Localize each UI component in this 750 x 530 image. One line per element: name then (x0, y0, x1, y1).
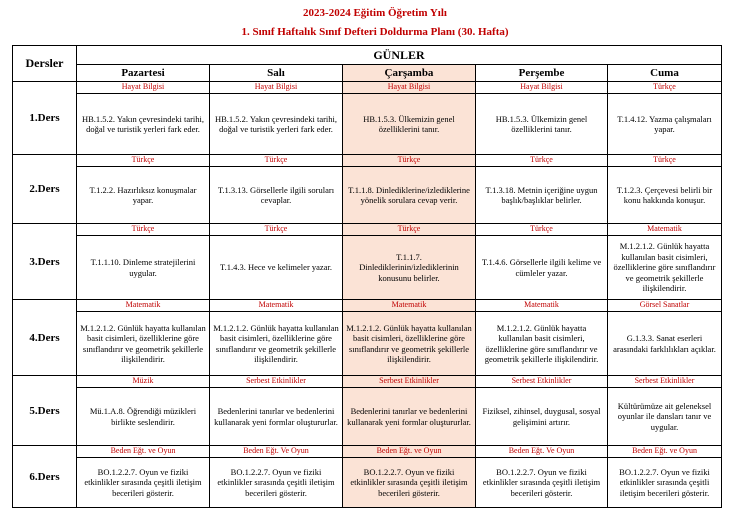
subject-label: Türkçe (608, 82, 721, 94)
lesson-row (13, 376, 722, 446)
subject-label: Türkçe (476, 155, 607, 167)
lesson-row (13, 446, 722, 508)
gunler-header: GÜNLER (77, 46, 722, 65)
outcome-text: BO.1.2.2.7. Oyun ve fiziki etkinlikler sırasında çeşitli iletişim becerileri gösterir. (619, 466, 710, 498)
plan-cell (77, 224, 210, 300)
plan-cell (210, 376, 343, 446)
plan-cell (343, 300, 476, 376)
subject-label: Beden Eğt. ve Oyun (343, 446, 475, 458)
plan-cell (476, 224, 608, 300)
plan-cell (343, 155, 476, 224)
lesson-label: 3.Ders (13, 224, 77, 300)
lesson-row (13, 82, 722, 155)
plan-cell (476, 300, 608, 376)
outcome-text: M.1.2.1.2. Günlük hayatta kullanılan basit cisimleri, özelliklerine göre sınıflandırır ve geometrik şekillerle ilişkilendirir. (613, 241, 716, 294)
outcome-text: T.1.3.18. Metnin içeriğine uygun başlık/başlıklar belirler. (485, 184, 598, 205)
subject-label: Hayat Bilgisi (77, 82, 209, 94)
lesson-label: 2.Ders (13, 155, 77, 224)
plan-cell (608, 446, 722, 508)
plan-cell (210, 224, 343, 300)
outcome-text: Fiziksel, zihinsel, duygusal, sosyal gelişimini artırır. (482, 406, 601, 427)
subject-label: Türkçe (77, 224, 209, 236)
outcome-text: HB.1.5.3. Ülkemizin genel özelliklerini tanır. (495, 113, 588, 134)
day-header-persembe: Perşembe (476, 65, 608, 82)
subject-label: Müzik (77, 376, 209, 388)
outcome-text: Bedenlerini tanırlar ve bedenlerini kullanarak yeni formlar oluştururlar. (347, 406, 471, 427)
outcome-text: T.1.3.13. Görsellerle ilgili soruları cevaplar. (217, 184, 335, 205)
outcome-text: BO.1.2.2.7. Oyun ve fiziki etkinlikler sırasında çeşitli iletişim becerileri gösterir. (84, 466, 202, 498)
plan-cell (77, 155, 210, 224)
subject-label: Türkçe (77, 155, 209, 167)
subject-label: Beden Eğt. Ve Oyun (210, 446, 342, 458)
plan-cell (343, 224, 476, 300)
outcome-text: T.1.1.8. Dinlediklerine/izlediklerine yönelik sorulara cevap verir. (348, 184, 470, 205)
outcome-text: T.1.1.7. Dinlediklerinin/izlediklerinin konusunu belirler. (359, 251, 459, 283)
subject-label: Serbest Etkinlikler (210, 376, 342, 388)
subject-label: Beden Eğt. ve Oyun (77, 446, 209, 458)
subject-label: Görsel Sanatlar (608, 300, 721, 312)
subject-label: Türkçe (343, 224, 475, 236)
plan-cell (608, 300, 722, 376)
subject-label: Beden Eğt. ve Oyun (608, 446, 721, 458)
plan-cell (608, 224, 722, 300)
outcome-text: T.1.2.2. Hazırlıksız konuşmalar yapar. (89, 184, 197, 205)
subject-label: Türkçe (210, 155, 342, 167)
outcome-text: T.1.1.10. Dinleme stratejilerini uygular. (90, 257, 196, 278)
outcome-text: T.1.2.3. Çerçevesi belirli bir konu hakkında konuşur. (616, 184, 713, 205)
plan-cell (608, 376, 722, 446)
outcome-text: T.1.4.6. Görsellerle ilgili kelime ve cümleler yazar. (481, 257, 602, 278)
subject-label: Hayat Bilgisi (476, 82, 607, 94)
subject-label: Hayat Bilgisi (210, 82, 342, 94)
lesson-label: 1.Ders (13, 82, 77, 155)
subject-label: Matematik (608, 224, 721, 236)
document-title: 2023-2024 Eğitim Öğretim Yılı (303, 7, 447, 19)
outcome-text: BO.1.2.2.7. Oyun ve fiziki etkinlikler sırasında çeşitli iletişim becerileri gösterir. (350, 466, 468, 498)
outcome-text: T.1.4.12. Yazma çalışmaları yapar. (617, 113, 712, 134)
subject-label: Matematik (343, 300, 475, 312)
outcome-text: M.1.2.1.2. Günlük hayatta kullanılan basit cisimleri, özelliklerine göre sınıflandırır ve geometrik şekillerle ilişkilendirir. (484, 322, 599, 364)
outcome-text: Bedenlerini tanırlar ve bedenlerini kullanarak yeni formlar oluştururlar. (214, 406, 338, 427)
lesson-label: 4.Ders (13, 300, 77, 376)
plan-cell (210, 82, 343, 155)
day-header-sali: Salı (210, 65, 343, 82)
lesson-row (13, 155, 722, 224)
subject-label: Türkçe (476, 224, 607, 236)
lesson-row (13, 224, 722, 300)
subject-label: Türkçe (343, 155, 475, 167)
plan-cell (77, 300, 210, 376)
plan-cell (476, 376, 608, 446)
plan-cell (77, 376, 210, 446)
subject-label: Matematik (476, 300, 607, 312)
plan-cell (608, 155, 722, 224)
day-header-pazartesi: Pazartesi (77, 65, 210, 82)
outcome-text: M.1.2.1.2. Günlük hayatta kullanılan basit cisimleri, özelliklerine göre sınıflandırır ve geometrik şekillerle ilişkilendirir. (80, 322, 206, 364)
dersler-header: Dersler (13, 46, 77, 82)
plan-cell (210, 300, 343, 376)
outcome-text: G.1.3.3. Sanat eserleri arasındaki farklılıkları açıklar. (613, 333, 716, 354)
plan-cell (343, 82, 476, 155)
outcome-text: Kültürümüze ait geleneksel oyunlar ile dansları tanır ve uygular. (617, 400, 712, 432)
subject-label: Serbest Etkinlikler (608, 376, 721, 388)
plan-cell (77, 446, 210, 508)
subject-label: Matematik (77, 300, 209, 312)
plan-cell (476, 446, 608, 508)
plan-cell (343, 446, 476, 508)
weekly-plan-table (12, 45, 722, 508)
subject-label: Matematik (210, 300, 342, 312)
plan-cell (476, 155, 608, 224)
plan-cell (77, 82, 210, 155)
subject-label: Serbest Etkinlikler (476, 376, 607, 388)
outcome-text: M.1.2.1.2. Günlük hayatta kullanılan basit cisimleri, özelliklerine göre sınıflandırır ve geometrik şekillerle ilişkilendirir. (346, 322, 472, 364)
plan-cell (608, 82, 722, 155)
day-header-carsamba: Çarşamba (343, 65, 476, 82)
plan-cell (476, 82, 608, 155)
plan-cell (210, 446, 343, 508)
lesson-label: 6.Ders (13, 446, 77, 508)
plan-subtitle: 1. Sınıf Haftalık Sınıf Defteri Doldurma Planı (30. Hafta) (241, 26, 509, 38)
subject-label: Hayat Bilgisi (343, 82, 475, 94)
subject-label: Türkçe (608, 155, 721, 167)
lesson-label: 5.Ders (13, 376, 77, 446)
day-header-cuma: Cuma (608, 65, 722, 82)
plan-cell (343, 376, 476, 446)
lesson-row (13, 300, 722, 376)
outcome-text: T.1.4.3. Hece ve kelimeler yazar. (220, 262, 332, 273)
subject-label: Beden Eğt. Ve Oyun (476, 446, 607, 458)
outcome-text: M.1.2.1.2. Günlük hayatta kullanılan basit cisimleri, özelliklerine göre sınıflandırır ve geometrik şekillerle ilişkilendirir. (213, 322, 339, 364)
outcome-text: BO.1.2.2.7. Oyun ve fiziki etkinlikler sırasında çeşitli iletişim becerileri gösterir. (217, 466, 335, 498)
outcome-text: HB.1.5.3. Ülkemizin genel özelliklerini tanır. (363, 113, 455, 134)
subject-label: Türkçe (210, 224, 342, 236)
outcome-text: BO.1.2.2.7. Oyun ve fiziki etkinlikler sırasında çeşitli iletişim becerileri gösterir. (482, 466, 601, 498)
subject-label: Serbest Etkinlikler (343, 376, 475, 388)
outcome-text: Mü.1.A.8. Öğrendiği müzikleri birlikte seslendirir. (89, 406, 197, 427)
plan-cell (210, 155, 343, 224)
outcome-text: HB.1.5.2. Yakın çevresindeki tarihi, doğal ve turistik yerleri fark eder. (81, 113, 205, 134)
outcome-text: HB.1.5.2. Yakın çevresindeki tarihi, doğal ve turistik yerleri fark eder. (214, 113, 338, 134)
